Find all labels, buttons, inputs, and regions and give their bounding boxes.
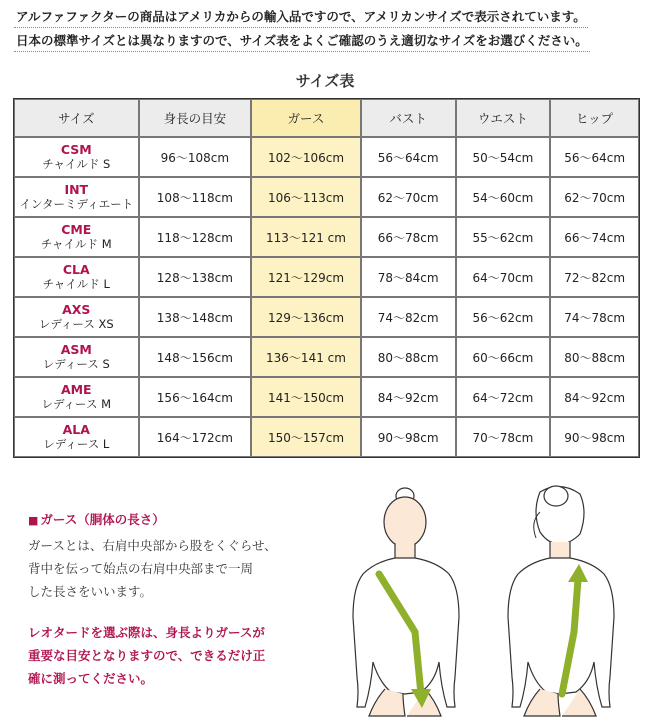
hip-cell: 56〜64cm <box>550 137 639 177</box>
size-row <box>14 337 639 377</box>
height-cell: 138〜148cm <box>139 297 252 337</box>
height-cell: 164〜172cm <box>139 417 252 457</box>
girth-cell: 150〜157cm <box>251 417 361 457</box>
notice-line-2: 日本の標準サイズとは異なりますので、サイズ表をよくご確認のうえ適切なサイズをお選びください。 <box>14 31 590 52</box>
girth-cell: 106〜113cm <box>251 177 361 217</box>
size-code: CSM <box>60 142 92 157</box>
size-name: レディース M <box>41 397 112 411</box>
size-row <box>14 137 639 177</box>
waist-cell: 50〜54cm <box>456 137 551 177</box>
waist-cell: 70〜78cm <box>456 417 551 457</box>
size-cell <box>14 177 139 217</box>
waist-cell: 55〜62cm <box>456 217 551 257</box>
girth-heading <box>28 510 328 528</box>
size-row <box>14 377 639 417</box>
size-cell <box>14 137 139 177</box>
size-cell <box>14 217 139 257</box>
girth-cell: 102〜106cm <box>251 137 361 177</box>
size-code: CME <box>61 222 92 237</box>
header-height: 身長の目安 <box>139 99 252 137</box>
front-figure-illustration <box>345 482 480 717</box>
header-waist: ウエスト <box>456 99 551 137</box>
square-bullet-icon: ■ <box>28 514 39 527</box>
hip-cell: 80〜88cm <box>550 337 639 377</box>
size-cell <box>14 297 139 337</box>
size-chart-title: サイズ表 <box>295 72 355 90</box>
height-cell: 118〜128cm <box>139 217 252 257</box>
bust-cell: 80〜88cm <box>361 337 456 377</box>
size-row <box>14 257 639 297</box>
header-girth: ガース <box>251 99 361 137</box>
size-cell <box>14 257 139 297</box>
girth-advice-line: レオタードを選ぶ際は、身長よりガースが <box>28 625 265 640</box>
header-hip: ヒップ <box>550 99 639 137</box>
notice-line-1: アルファファクターの商品はアメリカからの輸入品ですので、アメリカンサイズで表示されています。 <box>14 7 588 28</box>
size-row <box>14 177 639 217</box>
girth-advice <box>28 621 328 690</box>
girth-advice-line: 重要な目安となりますので、できるだけ正 <box>28 648 266 663</box>
height-cell: 108〜118cm <box>139 177 252 217</box>
girth-description <box>28 534 328 603</box>
bust-cell: 84〜92cm <box>361 377 456 417</box>
hip-cell: 72〜82cm <box>550 257 639 297</box>
girth-cell: 129〜136cm <box>251 297 361 337</box>
header-size: サイズ <box>14 99 139 137</box>
girth-cell: 136〜141 cm <box>251 337 361 377</box>
size-code: INT <box>64 182 89 197</box>
size-table <box>13 98 640 458</box>
waist-cell: 56〜62cm <box>456 297 551 337</box>
size-name: チャイルド L <box>42 277 110 291</box>
height-cell: 96〜108cm <box>139 137 252 177</box>
size-name: チャイルド S <box>42 157 111 171</box>
size-name: チャイルド M <box>40 237 112 251</box>
size-name: レディース XS <box>38 317 114 331</box>
size-name: レディース L <box>43 437 110 451</box>
waist-cell: 60〜66cm <box>456 337 551 377</box>
size-code: CLA <box>62 262 90 277</box>
size-code: AXS <box>62 302 91 317</box>
girth-explanation <box>28 510 328 690</box>
size-name: インターミディエート <box>19 197 134 211</box>
hip-cell: 66〜74cm <box>550 217 639 257</box>
height-cell: 148〜156cm <box>139 337 252 377</box>
girth-heading-text: ガース（胴体の長さ） <box>40 512 165 527</box>
waist-cell: 54〜60cm <box>456 177 551 217</box>
size-row <box>14 417 639 457</box>
size-cell <box>14 337 139 377</box>
bust-cell: 56〜64cm <box>361 137 456 177</box>
girth-description-line: した長さをいいます。 <box>28 584 153 599</box>
size-table-header-row <box>14 99 639 137</box>
size-row <box>14 217 639 257</box>
height-cell: 128〜138cm <box>139 257 252 297</box>
height-cell: 156〜164cm <box>139 377 252 417</box>
girth-cell: 141〜150cm <box>251 377 361 417</box>
hip-cell: 74〜78cm <box>550 297 639 337</box>
size-code: ASM <box>60 342 92 357</box>
bust-cell: 78〜84cm <box>361 257 456 297</box>
size-code: AME <box>60 382 92 397</box>
size-cell <box>14 417 139 457</box>
back-figure-illustration <box>500 482 635 717</box>
waist-cell: 64〜72cm <box>456 377 551 417</box>
bust-cell: 66〜78cm <box>361 217 456 257</box>
import-notice <box>14 6 644 54</box>
girth-description-line: ガースとは、右肩中央部から股をくぐらせ、 <box>28 538 277 553</box>
bust-cell: 74〜82cm <box>361 297 456 337</box>
girth-description-line: 背中を伝って始点の右肩中央部まで一周 <box>28 561 254 576</box>
hip-cell: 62〜70cm <box>550 177 639 217</box>
bust-cell: 62〜70cm <box>361 177 456 217</box>
size-code: ALA <box>62 422 90 437</box>
size-name: レディース S <box>42 357 110 371</box>
girth-cell: 121〜129cm <box>251 257 361 297</box>
hip-cell: 90〜98cm <box>550 417 639 457</box>
size-cell <box>14 377 139 417</box>
size-row <box>14 297 639 337</box>
girth-cell: 113〜121 cm <box>251 217 361 257</box>
girth-advice-line: 確に測ってください。 <box>28 671 154 686</box>
bust-cell: 90〜98cm <box>361 417 456 457</box>
waist-cell: 64〜70cm <box>456 257 551 297</box>
hip-cell: 84〜92cm <box>550 377 639 417</box>
header-bust: バスト <box>361 99 456 137</box>
